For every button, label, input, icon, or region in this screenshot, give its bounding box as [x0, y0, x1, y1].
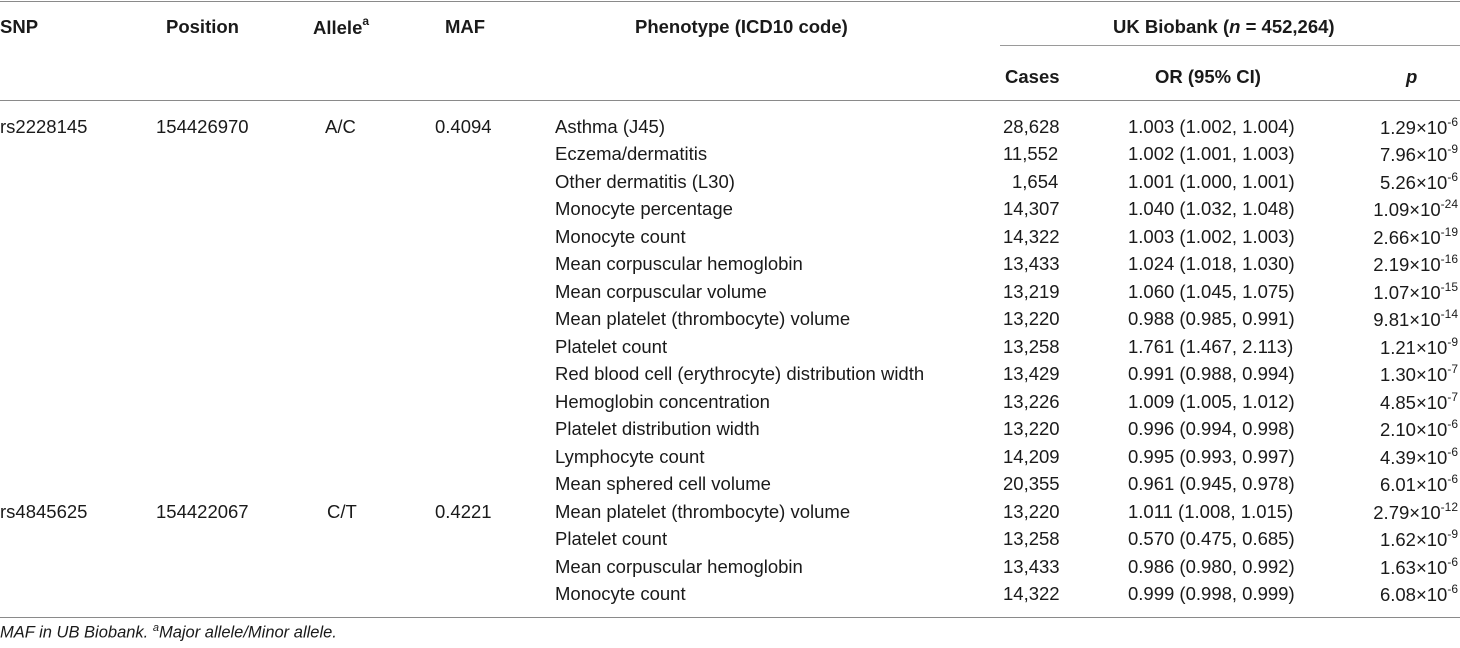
or-cell: 0.570 (0.475, 0.685) [1128, 528, 1295, 549]
phenotype-cell: Mean platelet (thrombocyte) volume [555, 308, 851, 329]
header-p: p [1406, 66, 1418, 87]
or-cell: 0.996 (0.994, 0.998) [1128, 418, 1295, 439]
p-value-cell: $1.09\times 10^{-24}$ [1373, 197, 1458, 221]
allele-cell: C/T [327, 501, 357, 522]
header-phenotype: Phenotype (ICD10 code) [635, 16, 848, 37]
phenotype-cell: Monocyte percentage [555, 198, 733, 219]
allele-cell: A/C [325, 116, 356, 137]
cases-cell: 20,355 [1003, 473, 1060, 494]
p-value-cell: $2.19\times 10^{-16}$ [1373, 252, 1458, 276]
table-footnote: MAF in UB Biobank. $^a$Major allele/Minor allele. [0, 622, 337, 642]
header-snp: SNP [0, 16, 39, 37]
cases-cell: 13,429 [1003, 363, 1060, 384]
cases-cell: 1,654 [1012, 171, 1059, 192]
phenotype-cell: Mean platelet (thrombocyte) volume [555, 501, 851, 522]
phenotype-cell: Eczema/dermatitis [555, 143, 708, 164]
header-position: Position [166, 16, 239, 37]
header-cases: Cases [1005, 66, 1060, 87]
phenotype-cell: Platelet count [555, 336, 668, 357]
cases-cell: 13,226 [1003, 391, 1060, 412]
phenotype-cell: Platelet count [555, 528, 668, 549]
p-value-cell: $6.01\times 10^{-6}$ [1379, 472, 1458, 496]
p-value-cell: $4.39\times 10^{-6}$ [1379, 445, 1458, 469]
cases-cell: 13,220 [1003, 418, 1060, 439]
or-cell: 0.991 (0.988, 0.994) [1128, 363, 1295, 384]
or-cell: 0.995 (0.993, 0.997) [1128, 446, 1295, 467]
p-value-cell: $1.30\times 10^{-7}$ [1379, 362, 1458, 386]
p-value-cell: $7.96\times 10^{-9}$ [1379, 142, 1458, 166]
or-cell: 1.060 (1.045, 1.075) [1128, 281, 1295, 302]
maf-cell: 0.4221 [435, 501, 492, 522]
phenotype-cell: Hemoglobin concentration [555, 391, 770, 412]
cases-cell: 28,628 [1003, 116, 1060, 137]
snp-cell: rs2228145 [0, 116, 88, 137]
header-uk-biobank: UK Biobank (n = 452,264) [1113, 16, 1335, 37]
cases-cell: 14,307 [1003, 198, 1060, 219]
phenotype-cell: Red blood cell (erythrocyte) distribution width [555, 363, 925, 384]
or-cell: 1.761 (1.467, 2.113) [1128, 336, 1294, 357]
or-cell: 1.002 (1.001, 1.003) [1128, 143, 1295, 164]
header-maf: MAF [445, 16, 486, 37]
phenotype-cell: Other dermatitis (L30) [555, 171, 735, 192]
or-cell: 1.001 (1.000, 1.001) [1128, 171, 1295, 192]
cases-cell: 14,322 [1003, 583, 1060, 604]
p-value-cell: $1.29\times 10^{-6}$ [1379, 115, 1458, 139]
p-value-cell: $1.21\times 10^{-9}$ [1379, 335, 1458, 359]
cases-cell: 14,209 [1003, 446, 1060, 467]
or-cell: 1.011 (1.008, 1.015) [1128, 501, 1294, 522]
p-value-cell: $2.79\times 10^{-12}$ [1373, 500, 1458, 524]
position-cell: 154422067 [156, 501, 249, 522]
table-top-rule [0, 1, 1460, 2]
position-cell: 154426970 [156, 116, 249, 137]
cases-cell: 13,433 [1003, 556, 1060, 577]
or-cell: 0.999 (0.998, 0.999) [1128, 583, 1295, 604]
phenotype-cell: Monocyte count [555, 583, 686, 604]
p-value-cell: $1.62\times 10^{-9}$ [1379, 527, 1458, 551]
p-value-cell: $1.07\times 10^{-15}$ [1373, 280, 1458, 304]
p-value-cell: $6.08\times 10^{-6}$ [1379, 582, 1458, 606]
cases-cell: 13,220 [1003, 501, 1060, 522]
p-value-cell: $1.63\times 10^{-6}$ [1379, 555, 1458, 579]
or-cell: 1.003 (1.002, 1.003) [1128, 226, 1295, 247]
cases-cell: 13,219 [1003, 281, 1060, 302]
cases-cell: 13,258 [1003, 528, 1060, 549]
phenotype-cell: Mean corpuscular hemoglobin [555, 253, 803, 274]
or-cell: 0.986 (0.980, 0.992) [1128, 556, 1295, 577]
p-value-cell: $2.10\times 10^{-6}$ [1379, 417, 1458, 441]
phenotype-cell: Mean sphered cell volume [555, 473, 771, 494]
cases-cell: 13,433 [1003, 253, 1060, 274]
or-cell: 1.003 (1.002, 1.004) [1128, 116, 1295, 137]
or-cell: 1.024 (1.018, 1.030) [1128, 253, 1295, 274]
or-cell: 0.961 (0.945, 0.978) [1128, 473, 1295, 494]
uk-biobank-subrule [1000, 45, 1460, 46]
phenotype-cell: Lymphocyte count [555, 446, 705, 467]
header-or: OR (95% CI) [1155, 66, 1261, 87]
snp-cell: rs4845625 [0, 501, 88, 522]
or-cell: 1.040 (1.032, 1.048) [1128, 198, 1295, 219]
p-value-cell: $4.85\times 10^{-7}$ [1379, 390, 1458, 414]
p-value-cell: $5.26\times 10^{-6}$ [1379, 170, 1458, 194]
phenotype-cell: Mean corpuscular volume [555, 281, 767, 302]
cases-cell: 14,322 [1003, 226, 1060, 247]
header-bottom-rule [0, 100, 1460, 101]
phenotype-cell: Platelet distribution width [555, 418, 760, 439]
phenotype-cell: Monocyte count [555, 226, 686, 247]
cases-cell: 11,552 [1003, 143, 1059, 164]
or-cell: 1.009 (1.005, 1.012) [1128, 391, 1295, 412]
p-value-cell: $9.81\times 10^{-14}$ [1373, 307, 1458, 331]
cases-cell: 13,220 [1003, 308, 1060, 329]
maf-cell: 0.4094 [435, 116, 492, 137]
p-value-cell: $2.66\times 10^{-19}$ [1373, 225, 1458, 249]
header-allele: Allele$^a$ [313, 14, 370, 39]
or-cell: 0.988 (0.985, 0.991) [1128, 308, 1295, 329]
phenotype-cell: Mean corpuscular hemoglobin [555, 556, 803, 577]
table-bottom-rule [0, 617, 1460, 618]
phenotype-cell: Asthma (J45) [555, 116, 666, 137]
cases-cell: 13,258 [1003, 336, 1060, 357]
